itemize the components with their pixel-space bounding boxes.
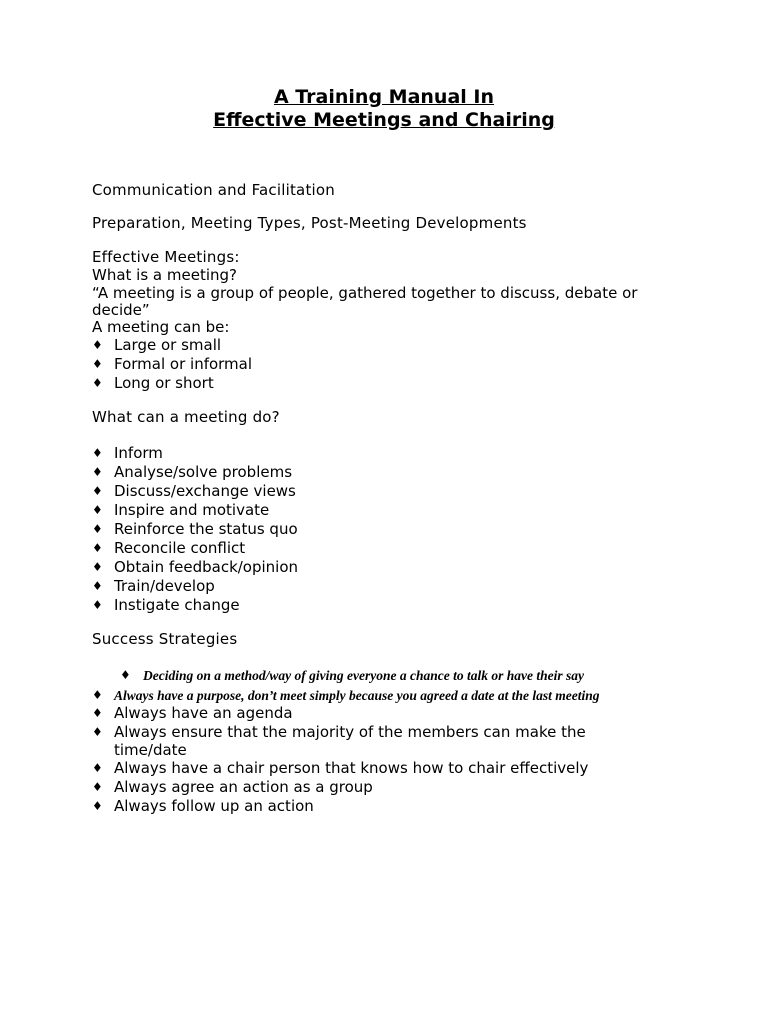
list-item-text: Always agree an action as a group — [114, 778, 373, 796]
subheading-communication: Communication and Facilitation — [92, 181, 335, 199]
section-heading-effective-meetings: Effective Meetings: — [92, 248, 240, 266]
diamond-bullet-icon: ♦ — [120, 668, 131, 682]
list-item-text: Train/develop — [114, 577, 215, 595]
diamond-bullet-icon: ♦ — [92, 446, 103, 460]
diamond-bullet-icon: ♦ — [92, 503, 103, 517]
diamond-bullet-icon: ♦ — [92, 522, 103, 536]
list-item-text: Obtain feedback/opinion — [114, 558, 299, 576]
subheading-preparation: Preparation, Meeting Types, Post-Meeting Developments — [92, 214, 527, 232]
diamond-bullet-icon: ♦ — [92, 780, 103, 794]
meeting-definition-line-1: “A meeting is a group of people, gathered together to discuss, debate or — [92, 284, 638, 302]
section-heading-what-can-meeting-do: What can a meeting do? — [92, 408, 280, 426]
section-heading-success-strategies: Success Strategies — [92, 630, 238, 648]
list-item-text: Always have a chair person that knows how to chair effectively — [114, 759, 589, 777]
diamond-bullet-icon: ♦ — [92, 706, 103, 720]
list-item-text: Discuss/exchange views — [114, 482, 296, 500]
list-item-text-continuation: time/date — [114, 741, 187, 759]
list-item-text: Deciding on a method/way of giving everyone a chance to talk or have their say — [143, 668, 584, 683]
diamond-bullet-icon: ♦ — [92, 761, 103, 775]
diamond-bullet-icon: ♦ — [92, 376, 103, 390]
diamond-bullet-icon: ♦ — [92, 579, 103, 593]
meeting-can-be-label: A meeting can be: — [92, 318, 230, 336]
list-item-text: Always ensure that the majority of the members can make the — [114, 723, 586, 741]
list-item-text: Always have an agenda — [114, 704, 293, 722]
diamond-bullet-icon: ♦ — [92, 598, 103, 612]
diamond-bullet-icon: ♦ — [92, 484, 103, 498]
diamond-bullet-icon: ♦ — [92, 799, 103, 813]
list-item-text: Always have a purpose, don’t meet simply because you agreed a date at the last meeting — [114, 688, 600, 703]
diamond-bullet-icon: ♦ — [92, 560, 103, 574]
list-item-text: Reconcile conflict — [114, 539, 246, 557]
meeting-question: What is a meeting? — [92, 266, 237, 284]
diamond-bullet-icon: ♦ — [92, 465, 103, 479]
meeting-definition-line-2: decide” — [92, 301, 150, 319]
list-item-text: Inform — [114, 444, 163, 462]
list-item-text: Long or short — [114, 374, 214, 392]
title-line-1: A Training Manual In — [273, 86, 494, 108]
list-item-text: Formal or informal — [114, 355, 253, 373]
diamond-bullet-icon: ♦ — [92, 541, 103, 555]
diamond-bullet-icon: ♦ — [92, 338, 103, 352]
list-item-text: Inspire and motivate — [114, 501, 270, 519]
list-item-text: Analyse/solve problems — [114, 463, 293, 481]
diamond-bullet-icon: ♦ — [92, 725, 103, 739]
diamond-bullet-icon: ♦ — [92, 688, 103, 702]
list-item-text: Reinforce the status quo — [114, 520, 298, 538]
diamond-bullet-icon: ♦ — [92, 357, 103, 371]
list-item-text: Large or small — [114, 336, 222, 354]
title-line-2: Effective Meetings and Chairing — [213, 109, 555, 131]
list-item-text: Always follow up an action — [114, 797, 314, 815]
list-item-text: Instigate change — [114, 596, 240, 614]
